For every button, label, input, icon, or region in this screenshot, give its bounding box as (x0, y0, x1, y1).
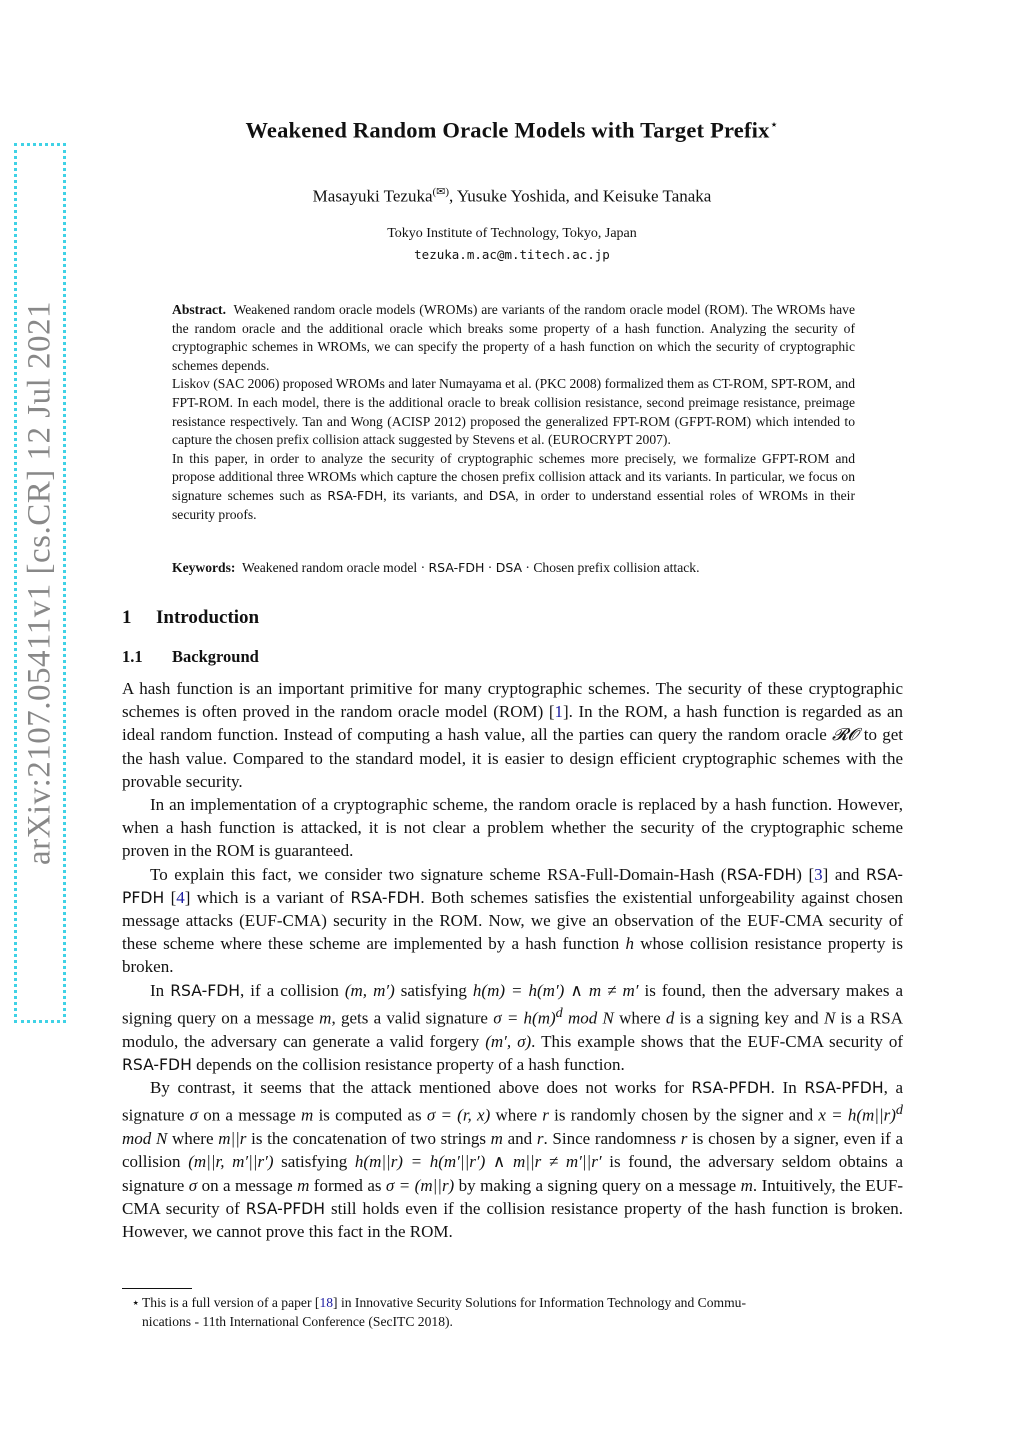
title-footnote-mark: ⋆ (769, 118, 779, 133)
citation-link[interactable]: 3 (814, 864, 823, 884)
subsection-title: Background (172, 647, 259, 666)
footnote-rule (122, 1288, 192, 1289)
affiliation: Tokyo Institute of Technology, Tokyo, Japan (387, 226, 637, 241)
keywords-label: Keywords: (172, 560, 236, 575)
paragraph: In RSA-FDH, if a collision (m, m′) satisfying h(m) = h(m′) ∧ m ≠ m′ is found, then the adversary makes a signing query on a message m, gets a valid signature $\sigma = h(m)^d$ mod N where d is a signing key and N is a RSA modulo, the adversary can generate a valid forgery (m′, σ). This example shows that the EUF-CMA security of RSA-FDH depends on the collision resistance property of a hash function. (122, 980, 904, 1074)
citation-link[interactable]: 4 (176, 887, 185, 907)
arxiv-id: arXiv:2107.05411v1 [cs.CR] 12 Jul 2021 (21, 300, 58, 866)
paragraph: To explain this fact, we consider two signature scheme RSA-Full-Domain-Hash (RSA-FDH) [3] and RSA-PFDH [4] which is a variant of RSA-FDH. Both schemes satisfies the existential unforgeability against chosen message attacks (EUF-CMA) security in the ROM. Now, we give an observation of the EUF-CMA security of these scheme where these scheme are implemented by a hash function h whose collision resistance property is broken. (122, 864, 904, 977)
citation-link[interactable]: 1 (554, 702, 564, 722)
abstract-paragraph: In this paper, in order to analyze the security of cryptographic schemes more precisely, we formalize GFPT-ROM and propose additional three WROMs which capture the chosen prefix collision attack and its variants. In particular, we focus on signature schemes such as RSA-FDH, its variants, and DSA, in order to understand essential roles of WROMs in their security proofs. (172, 450, 855, 522)
body-text (122, 677, 903, 1243)
author-names: , Yusuke Yoshida, and Keisuke Tanaka (449, 186, 712, 206)
footnote (122, 1294, 903, 1331)
paragraph: A hash function is an important primitive for many cryptographic schemes. The security of these cryptographic schemes is often proved in the random oracle model (ROM) [1]. In the ROM, a hash function is regarded as an ideal random function. Instead of computing a hash value, all the parties can query the random oracle 𝓡𝓞 to get the hash value. Compared to the standard model, it is easier to design efficient cryptographic schemes with the provable security. (122, 679, 903, 791)
paragraph: In an implementation of a cryptographic scheme, the random oracle is replaced by a hash function. However, when a hash function is attacked, it is not clear a problem whether the security of the cryptographic scheme proven in the ROM is guaranteed. (122, 795, 903, 861)
footnote-line: nications - 11th International Conference (SecITC 2018). (142, 1313, 453, 1329)
subsection-heading (122, 647, 259, 667)
abstract-label: Abstract. (172, 302, 226, 317)
author-name: Masayuki Tezuka (312, 186, 433, 206)
abstract-paragraph: Abstract. Weakened random oracle models (WROMs) are variants of the random oracle model (ROM). The WROMs have the random oracle and the additional oracle which breaks some property of a hash function. Analyzing the security of cryptographic schemes in WROMs, we can specify the property of a hash function on which the security of cryptographic schemes depends. (172, 302, 855, 373)
citation-link[interactable]: 18 (319, 1295, 334, 1310)
author-email[interactable]: tezuka.m.ac@m.titech.ac.jp (414, 247, 610, 262)
author-list (0, 185, 1024, 207)
paragraph: By contrast, it seems that the attack mentioned above does not works for RSA-PFDH. In RSA-PFDH, a signature σ on a message m is computed as σ = (r, x) where r is randomly chosen by the signer and $x = h(m||r)^d$ mod N where m||r is the concatenation of two strings m and r. Since randomness r is chosen by a signer, even if a collision (m||r, m′||r′) satisfying h(m||r) = h(m′||r′) ∧ m||r ≠ m′||r′ is found, the adversary seldom obtains a signature σ on a message m formed as σ = (m||r) by making a signing query on a message m. Intuitively, the EUF-CMA security of RSA-PFDH still holds even if the collision resistance property of the hash function is broken. However, we cannot prove this fact in the ROM. (122, 1078, 904, 1241)
section-heading (122, 607, 259, 629)
footnote-mark: ⋆ (131, 1295, 140, 1310)
paper-title: Weakened Random Oracle Models with Target Prefix⋆ (245, 117, 779, 143)
footnote-line: ⋆ This is a full version of a paper [18] in Innovative Security Solutions for Information Technology and Commu- (122, 1294, 903, 1313)
arxiv-sidebar-stamp (14, 143, 66, 1023)
abstract (172, 301, 855, 524)
section-number: 1 (122, 607, 132, 628)
corresponding-author-mark: (✉) (432, 186, 450, 198)
abstract-paragraph: Liskov (SAC 2006) proposed WROMs and later Numayama et al. (PKC 2008) formalized them as CT-ROM, SPT-ROM, and FPT-ROM. In each model, there is the additional oracle to break collision resistance, second preimage resistance, preimage resistance respectively. Tan and Wong (ACISP 2012) proposed the generalized FPT-ROM (GFPT-ROM) which intended to capture the chosen prefix collision attack suggested by Stevens et al. (EUROCRYPT 2007). (172, 376, 855, 448)
keywords: Keywords: Weakened random oracle model · RSA-FDH · DSA · Chosen prefix collision attack. (172, 560, 700, 575)
subsection-number: 1.1 (122, 647, 143, 666)
section-title: Introduction (156, 607, 260, 628)
